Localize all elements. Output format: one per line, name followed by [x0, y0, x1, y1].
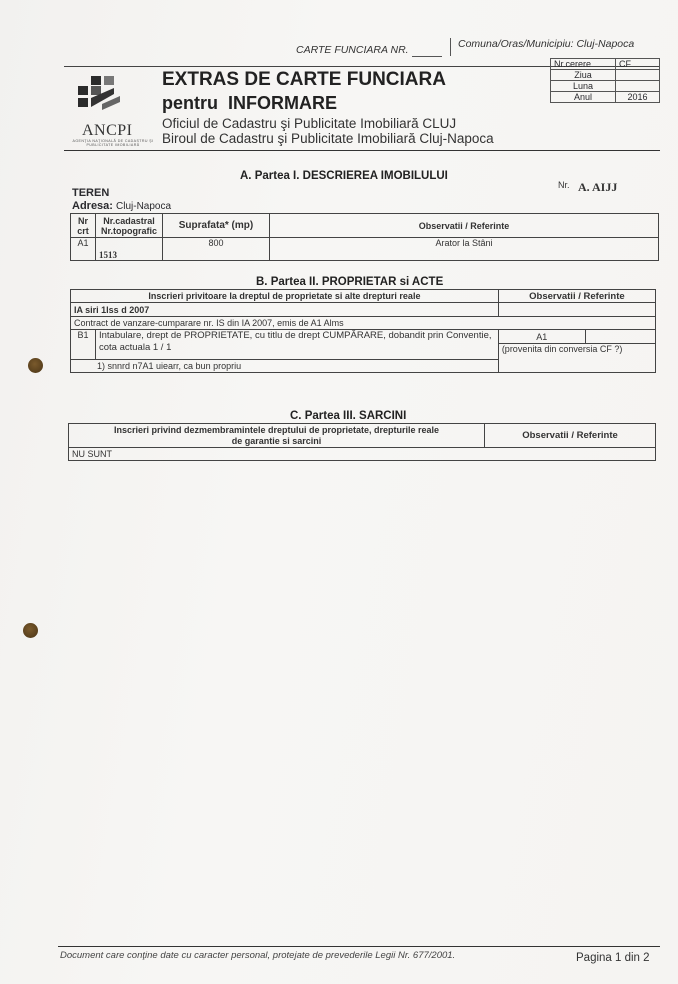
anul-label: Anul	[551, 92, 616, 103]
section-b-header-right: Observatii / Referinte	[498, 290, 655, 303]
office-line-1: Oficiul de Cadastru şi Publicitate Imobiliară CLUJ	[162, 116, 457, 131]
ziua-label: Ziua	[551, 70, 616, 81]
carte-funciara-label: CARTE FUNCIARA NR.	[296, 44, 409, 56]
footer-rule	[58, 946, 660, 947]
row-suprafata: 800	[163, 238, 270, 261]
adresa-value: Cluj-Napoca	[116, 201, 172, 212]
b1-label: B1	[71, 330, 96, 360]
col-observatii: Observatii / Referinte	[270, 214, 659, 238]
section-a-title: A. Partea I. DESCRIEREA IMOBILULUI	[240, 170, 448, 182]
office-line-2: Biroul de Cadastru şi Publicitate Imobiliară Cluj-Napoca	[162, 131, 494, 146]
punch-hole-bottom	[23, 623, 38, 638]
section-b-table	[70, 289, 656, 373]
row-cadastral: 1513	[96, 238, 163, 261]
owner-line: 1) snnrd n7A1 uiearr, ca bun propriu	[71, 360, 499, 373]
section-c-title: C. Partea III. SARCINI	[290, 410, 407, 422]
teren-label: TEREN	[72, 187, 110, 199]
row-observatii: Arator la Stâni	[270, 238, 659, 261]
section-c-header-right: Observatii / Referinte	[485, 424, 656, 448]
anul-value: 2016	[616, 92, 660, 103]
document-title: EXTRAS DE CARTE FUNCIARA	[162, 69, 446, 90]
logo-subtext: AGENŢIA NAŢIONALĂ DE CADASTRU ŞI PUBLICITATE IMOBILIARĂ	[72, 139, 154, 148]
b1-text: Intabulare, drept de PROPRIETATE, cu titlu de drept CUMPĂRARE, dobandit prin Conventie, cota actuala 1 / 1	[96, 330, 499, 360]
section-a-table	[70, 213, 659, 261]
section-a-nr-label: Nr.	[558, 180, 570, 190]
section-b-row1-ref	[498, 303, 655, 317]
b1-ref-empty	[585, 330, 655, 344]
row-crt: A1	[71, 238, 96, 261]
nr-cerere-label: Nr.cerere	[551, 59, 616, 70]
section-c-row: NU SUNT	[69, 448, 656, 461]
section-b-row1: IA siri 1lss d 2007	[71, 303, 499, 317]
section-b-title: B. Partea II. PROPRIETAR si ACTE	[256, 276, 444, 288]
logo-text: ANCPI	[82, 122, 133, 139]
footer-page-number: Pagina 1 din 2	[576, 952, 650, 964]
section-b-contract: Contract de vanzare-cumparare nr. IS din IA 2007, emis de A1 Alms	[71, 317, 656, 330]
ziua-value	[616, 70, 660, 81]
punch-hole-top	[28, 358, 43, 373]
header-divider	[450, 38, 451, 56]
b1-observatii: (provenita din conversia CF ?)	[498, 344, 655, 373]
section-c-header-left: Inscrieri privind dezmembramintele dreptului de proprietate, drepturile reale de garantie si sarcini	[69, 424, 485, 448]
cf-number-underline	[412, 56, 442, 57]
nr-cerere-value: CF	[616, 59, 660, 70]
b1-ref: A1	[498, 330, 585, 344]
col-nr-crt: Nr crt	[71, 214, 96, 238]
comuna-label: Comuna/Oras/Municipiu: Cluj-Napoca	[458, 38, 635, 50]
luna-value	[616, 81, 660, 92]
document-subtitle: pentru INFORMARE	[162, 93, 337, 113]
header-bottom-rule	[64, 150, 660, 151]
adresa-label: Adresa:	[72, 200, 113, 212]
section-a-nr-value: A. AIJJ	[578, 180, 618, 194]
section-b-header-left: Inscrieri privitoare la dreptul de proprietate si alte drepturi reale	[71, 290, 499, 303]
luna-label: Luna	[551, 81, 616, 92]
footer-disclaimer: Document care conţine date cu caracter personal, protejate de prevederile Legii Nr. 677/2001.	[60, 950, 456, 961]
adresa-line	[72, 200, 171, 212]
col-nr-cadastral: Nr.cadastral Nr.topografic	[96, 214, 163, 238]
request-box	[550, 58, 660, 103]
section-c-table	[68, 423, 656, 461]
ancpi-logo-icon	[74, 74, 124, 120]
col-suprafata: Suprafata* (mp)	[163, 214, 270, 238]
